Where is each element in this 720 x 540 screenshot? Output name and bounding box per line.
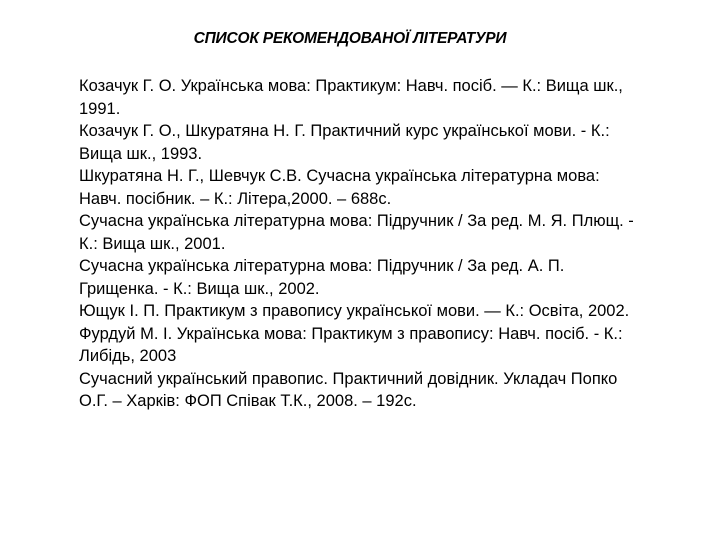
reference-list <box>79 75 639 413</box>
page-title: СПИСОК РЕКОМЕНДОВАНОЇ ЛІТЕРАТУРИ <box>193 30 507 47</box>
reference-item: Фурдуй М. І. Українська мова: Практикум з правопису: Навч. посіб. - К.: Либідь, 2003 <box>79 324 623 365</box>
reference-item: Ющук І. П. Практикум з правопису української мови. — К.: Освіта, 2002. <box>79 302 630 320</box>
reference-item: Козачук Г. О. Українська мова: Практикум: Навч. посіб. — К.: Вища шк., 1991. <box>79 77 623 118</box>
reference-item: Сучасна українська літературна мова: Підручник / За ред. А. П. Грищенка. - К.: Вища шк., 2002. <box>79 257 565 298</box>
reference-item: Сучасна українська літературна мова: Підручник / За ред. М. Я. Плющ. - К.: Вища шк., 2001. <box>79 212 634 253</box>
reference-item: Козачук Г. О., Шкуратяна Н. Г. Практичний курс української мови. - К.: Вища шк., 1993. <box>79 122 610 163</box>
reference-item: Сучасний український правопис. Практичний довідник. Укладач Попко О.Г. – Харків: ФОП Співак Т.К., 2008. – 192с. <box>79 369 618 410</box>
reference-item: Шкуратяна Н. Г., Шевчук С.В. Сучасна українська літературна мова: Навч. посібник. – К.: Літера,2000. – 688с. <box>79 167 600 208</box>
